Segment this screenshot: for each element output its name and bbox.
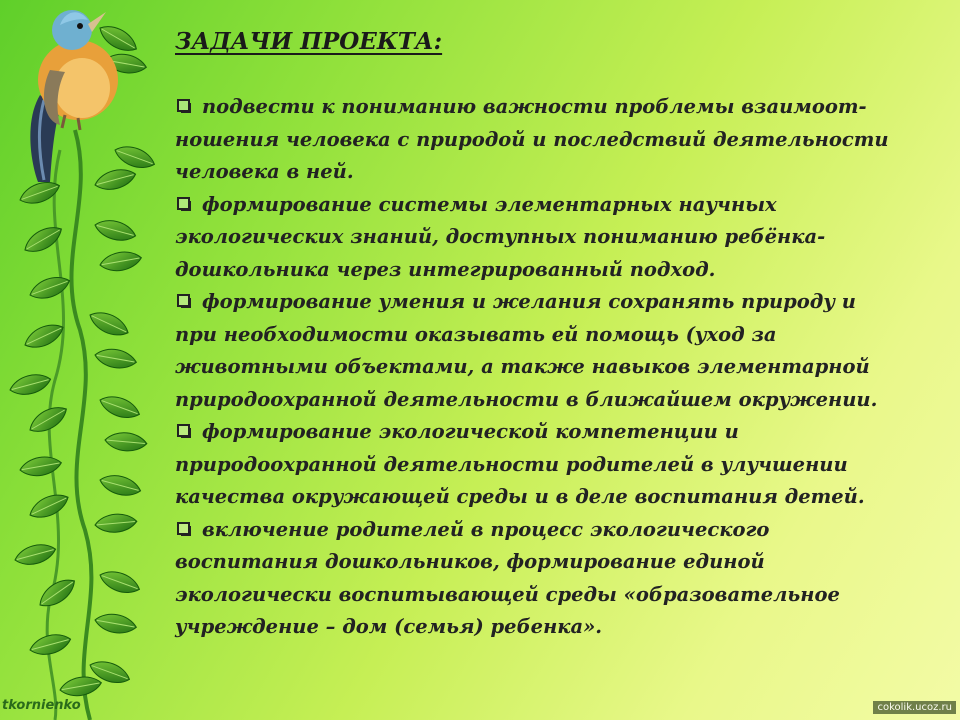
task-item-text: дошкольника через интегрированный подход. bbox=[175, 257, 716, 281]
task-item bbox=[175, 286, 915, 416]
checkbox-bullet-icon bbox=[177, 99, 190, 112]
task-item-line bbox=[175, 91, 915, 124]
task-item-text: качества окружающей среды и в деле воспитания детей. bbox=[175, 485, 865, 508]
slide-content bbox=[175, 28, 915, 644]
task-item-line bbox=[175, 254, 915, 287]
task-item-line bbox=[175, 416, 915, 449]
task-item-line bbox=[175, 579, 915, 612]
task-item-text: ношения человека с природой и последствий деятельности bbox=[175, 127, 889, 151]
task-item-line bbox=[175, 514, 915, 547]
task-item-line bbox=[175, 124, 915, 157]
task-item-text: подвести к пониманию важности проблемы взаимоот- bbox=[202, 95, 867, 118]
task-item-text: формирование умения и желания сохранять природу и bbox=[202, 290, 856, 313]
task-item-line bbox=[175, 611, 915, 644]
task-item-line bbox=[175, 156, 915, 189]
bird-illustration bbox=[10, 0, 125, 185]
task-item-text: при необходимости оказывать ей помощь (уход за bbox=[175, 322, 777, 346]
task-item-text: экологических знаний, доступных пониманию ребёнка- bbox=[175, 225, 826, 248]
task-item-text: формирование экологической компетенции и bbox=[202, 420, 739, 443]
checkbox-bullet-icon bbox=[177, 424, 190, 437]
task-item-text: воспитания дошкольников, формирование единой bbox=[175, 550, 765, 573]
task-item bbox=[175, 514, 915, 644]
task-item-text: формирование системы элементарных научных bbox=[202, 192, 777, 216]
task-item-line bbox=[175, 546, 915, 579]
task-item-line bbox=[175, 449, 915, 482]
task-item-text: животными объектами, а также навыков элементарной bbox=[175, 355, 870, 378]
task-item-line bbox=[175, 481, 915, 514]
task-item bbox=[175, 189, 915, 287]
task-item-line bbox=[175, 286, 915, 319]
task-list bbox=[175, 91, 915, 644]
task-item-line bbox=[175, 221, 915, 254]
task-item-text: учреждение – дом (семья) ребенка». bbox=[175, 615, 603, 638]
checkbox-bullet-icon bbox=[177, 522, 190, 535]
slide-title: ЗАДАЧИ ПРОЕКТА: bbox=[175, 28, 443, 55]
task-item-text: включение родителей в процесс экологического bbox=[202, 517, 770, 541]
task-item bbox=[175, 91, 915, 189]
checkbox-bullet-icon bbox=[177, 294, 190, 307]
site-watermark: cokolik.ucoz.ru bbox=[873, 701, 956, 714]
task-item-text: человека в ней. bbox=[175, 160, 354, 183]
task-item-line bbox=[175, 189, 915, 222]
author-watermark: tkornienko bbox=[2, 698, 81, 713]
task-item-line bbox=[175, 384, 915, 417]
task-item-line bbox=[175, 351, 915, 384]
task-item-text: природоохранной деятельности родителей в улучшении bbox=[175, 452, 848, 476]
task-item-text: экологически воспитывающей среды «образовательное bbox=[175, 582, 840, 606]
task-item-text: природоохранной деятельности в ближайшем окружении. bbox=[175, 387, 878, 411]
task-item bbox=[175, 416, 915, 514]
checkbox-bullet-icon bbox=[177, 197, 190, 210]
task-item-line bbox=[175, 319, 915, 352]
